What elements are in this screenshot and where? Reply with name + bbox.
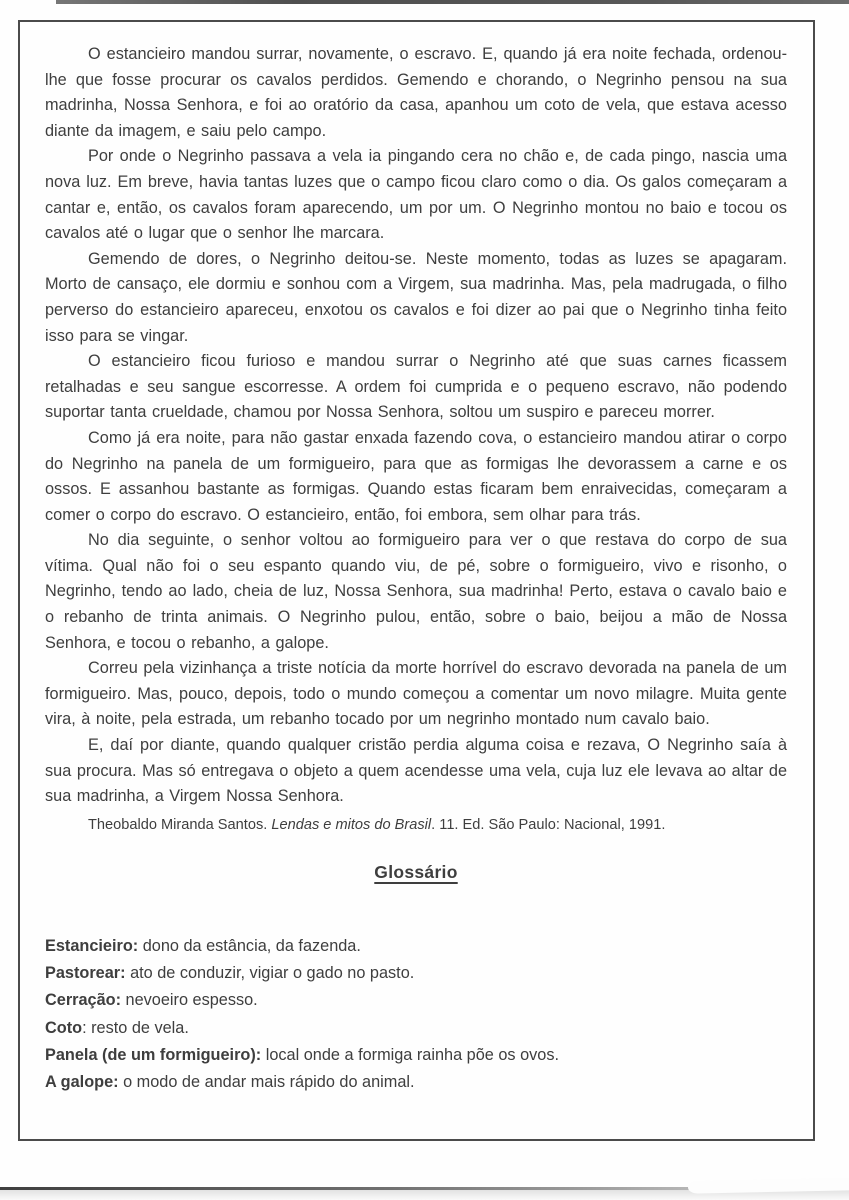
glossary-entry-panela <box>45 1042 787 1069</box>
text-frame-border <box>18 20 815 1141</box>
citation-book-title: Lendas e mitos do Brasil <box>271 816 432 833</box>
story-paragraph-5: Como já era noite, para não gastar enxada fazendo cova, o estancieiro mandou atirar o corpo do Negrinho na panela de um formigueiro, para que as formigas lhe devorassem a carne e os ossos. E assanhou bastante as formigas. Quando estas ficaram bem enraivecidas, começaram a comer o corpo do escravo. O estancieiro, então, foi embora, sem olhar para trás. <box>45 428 787 524</box>
glossary-entry-pastorear <box>45 960 787 987</box>
story-paragraph-3: Gemendo de dores, o Negrinho deitou-se. Neste momento, todas as luzes se apagaram. Morto de cansaço, ele dormiu e sonhou com a Virgem, sua madrinha. Mas, pela madrugada, o filho perverso do estancieiro apareceu, enxotou os cavalos e foi dizer ao pai que o Negrinho tinha feito isso para se vingar. <box>45 249 787 345</box>
glossary-term: Cerração: <box>45 991 122 1010</box>
glossary-term: Pastorear: <box>45 964 126 983</box>
glossary-definition: nevoeiro espesso. <box>121 991 258 1010</box>
glossary-entry-a-galope <box>45 1069 787 1096</box>
glossary-definition: o modo de andar mais rápido do animal. <box>118 1073 415 1092</box>
glossary-term: Coto <box>45 1018 83 1037</box>
story-paragraph-1: O estancieiro mandou surrar, novamente, o escravo. E, quando já era noite fechada, ordenou-lhe que fosse procurar os cavalos perdidos. Gemendo e chorando, o Negrinho pensou na sua madrinha, Nossa Senhora, e foi ao oratório da casa, apanhou um coto de vela, que estava acesso diante da imagem, e saiu pelo campo. <box>45 45 787 140</box>
story-paragraph-4: O estancieiro ficou furioso e mandou surrar o Negrinho até que suas carnes ficassem retalhadas e seu sangue escorresse. A ordem foi cumprida e o pequeno escravo, não podendo suportar tanta crueldade, chamou por Nossa Senhora, soltou um suspiro e pareceu morrer. <box>45 352 787 422</box>
glossary-definition: ato de conduzir, vigiar o gado no pasto. <box>125 964 415 983</box>
glossary-entry-cerracao <box>45 987 787 1014</box>
story-paragraph-8: E, daí por diante, quando qualquer cristão perdia alguma coisa e rezava, O Negrinho saía à sua procura. Mas só entregava o objeto a quem acendesse uma vela, cuja luz ele levava ao altar de sua madrinha, a Virgem Nossa Senhora. <box>45 736 787 806</box>
source-citation <box>45 814 787 836</box>
story-paragraph-7: Correu pela vizinhança a triste notícia da morte horrível do escravo devorada na panela de um formigueiro. Mas, pouco, depois, todo o mundo começou a comentar um novo milagre. Muita gente vira, à noite, pela estrada, um rebanho tocado por um negrinho montado num cavalo baio. <box>45 659 787 729</box>
glossary-entry-estancieiro <box>45 933 787 960</box>
glossary-entry-coto <box>45 1015 787 1042</box>
citation-author: Theobaldo Miranda Santos. <box>88 816 272 833</box>
glossary-term: Estancieiro: <box>45 936 139 955</box>
scan-artifact-top-edge <box>56 0 849 4</box>
glossary-heading: Glossário <box>374 861 458 882</box>
glossary-list <box>45 933 787 1097</box>
story-paragraph-6: No dia seguinte, o senhor voltou ao formigueiro para ver o que restava do corpo de sua vítima. Qual não foi o seu espanto quando viu, de pé, sobre o formigueiro, vivo e risonho, o Negrinho, tendo ao lado, cheia de luz, Nossa Senhora, sua madrinha! Perto, estava o cavalo baio e o rebanho de trinta animais. O Negrinho pulou, então, sobre o baio, beijou a mão de Nossa Senhora, e tocou o rebanho, a galope. <box>45 531 787 652</box>
story-paragraph-2: Por onde o Negrinho passava a vela ia pingando cera no chão e, de cada pingo, nascia uma nova luz. Em breve, havia tantas luzes que o campo ficou claro como o dia. Os galos começaram a cantar e, então, os cavalos foram aparecendo, um por um. O Negrinho montou no baio e tocou os cavalos até o lugar que o senhor lhe marcara. <box>45 147 787 243</box>
glossary-term: A galope: <box>45 1073 119 1092</box>
glossary-definition: local onde a formiga rainha põe os ovos. <box>261 1046 559 1064</box>
glossary-definition: dono da estância, da fazenda. <box>138 936 361 955</box>
glossary-term: Panela (de um formigueiro): <box>45 1046 262 1064</box>
citation-edition: . 11. Ed. São Paulo: Nacional, 1991. <box>431 816 666 833</box>
glossary-definition: : resto de vela. <box>82 1018 189 1037</box>
